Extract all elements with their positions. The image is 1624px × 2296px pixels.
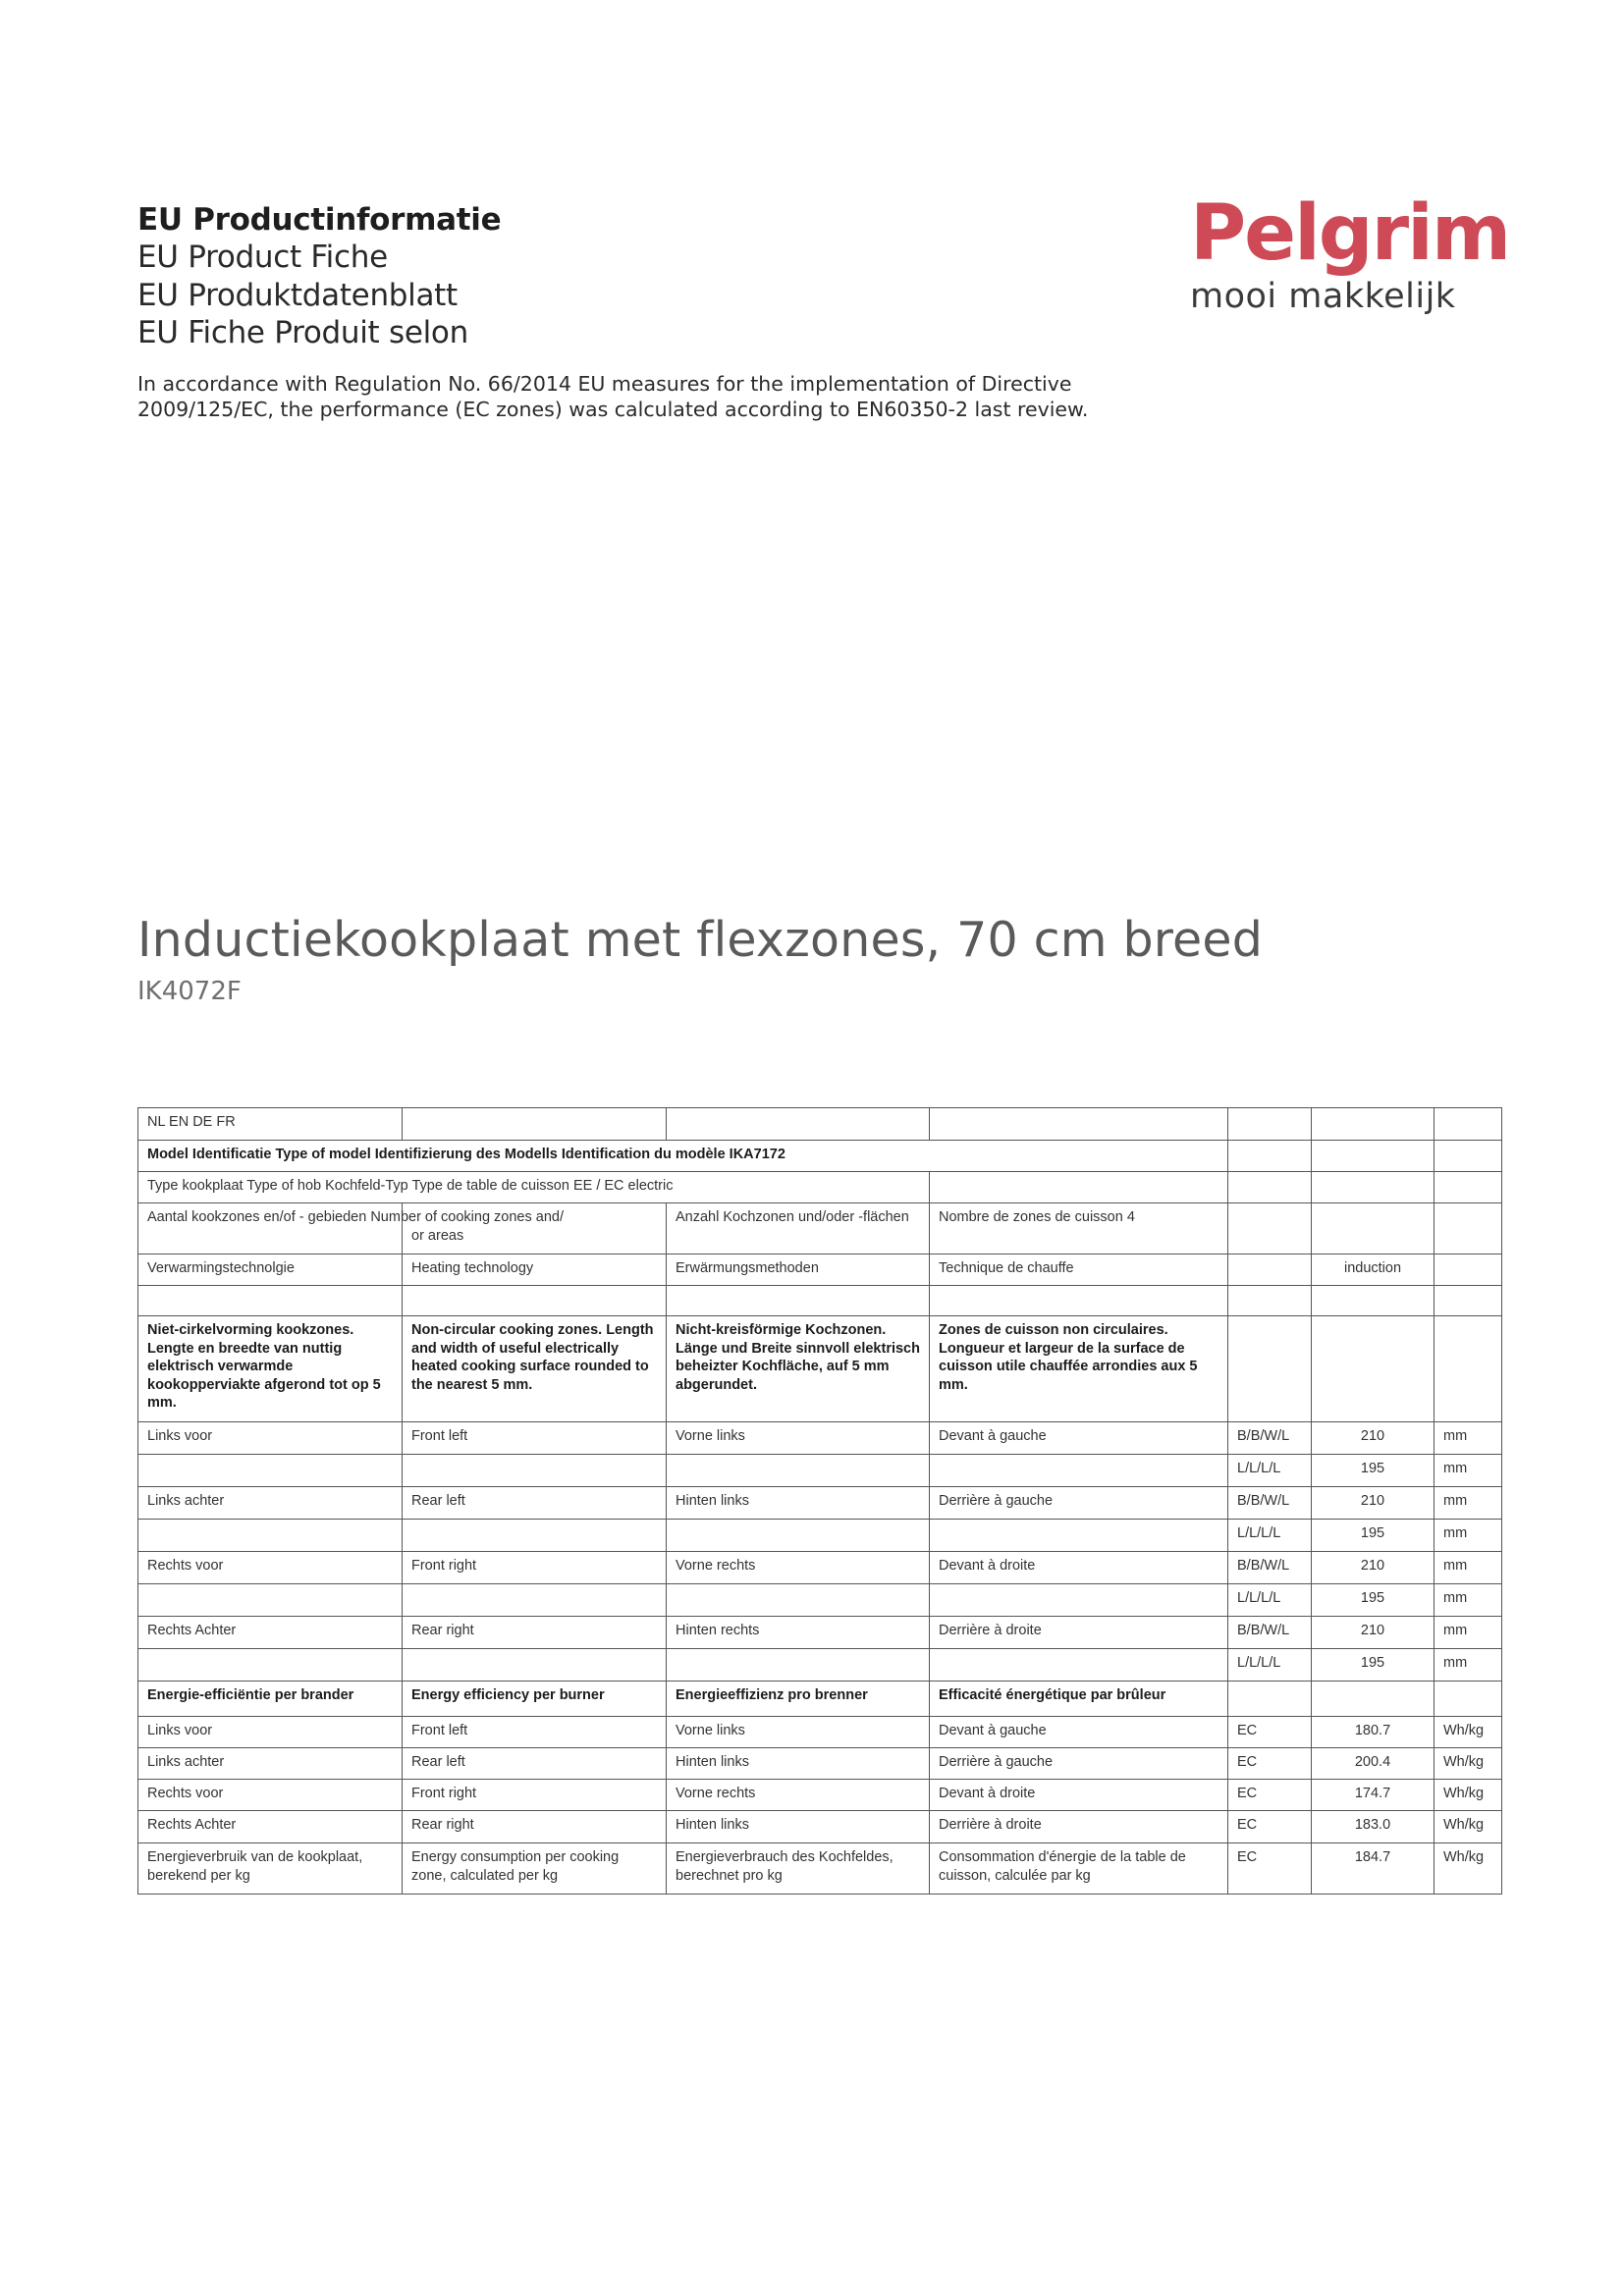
table-cell <box>1312 1172 1435 1203</box>
table-cell <box>1435 1141 1502 1172</box>
table-cell <box>1228 1108 1312 1141</box>
product-code: IK4072F <box>137 977 242 1006</box>
table-cell <box>1435 1108 1502 1141</box>
table-row <box>138 1717 1502 1748</box>
zone-nl: Links voor <box>138 1422 403 1455</box>
table-row-spacer <box>138 1286 1502 1316</box>
efficiency-unit: Wh/kg <box>1435 1748 1502 1780</box>
efficiency-de: Hinten links <box>667 1748 930 1780</box>
table-cell <box>1435 1682 1502 1717</box>
efficiency-en: Rear left <box>403 1748 667 1780</box>
table-cell <box>1312 1316 1435 1422</box>
table-cell <box>1312 1203 1435 1255</box>
table-row-consumption <box>138 1843 1502 1895</box>
efficiency-nl: Rechts voor <box>138 1780 403 1811</box>
efficiency-fr: Derrière à droite <box>930 1811 1228 1843</box>
consumption-en: Energy consumption per cooking zone, calculated per kg <box>403 1843 667 1895</box>
efficiency-value: 180.7 <box>1312 1717 1435 1748</box>
zone-value: 210 <box>1312 1552 1435 1584</box>
efficiency-value: 200.4 <box>1312 1748 1435 1780</box>
regulation-line-2: 2009/125/EC, the performance (EC zones) was calculated according to EN60350-2 last review. <box>137 398 1089 421</box>
zone-nl <box>138 1649 403 1682</box>
noncircular-de: Nicht-kreisförmige Kochzonen. Länge und Breite sinnvoll elektrisch beheizter Kochfläche, auf 5 mm abgerundet. <box>667 1316 930 1422</box>
table-cell <box>1435 1316 1502 1422</box>
zone-unit: mm <box>1435 1422 1502 1455</box>
zone-value: 195 <box>1312 1649 1435 1682</box>
table-cell <box>1228 1255 1312 1286</box>
zone-en: Rear right <box>403 1617 667 1649</box>
hob-type: Type kookplaat Type of hob Kochfeld-Typ Type de table de cuisson EE / EC electric <box>138 1172 930 1203</box>
zone-unit: mm <box>1435 1552 1502 1584</box>
efficiency-unit: Wh/kg <box>1435 1717 1502 1748</box>
zone-nl <box>138 1584 403 1617</box>
table-cell <box>403 1108 667 1141</box>
regulation-text <box>137 371 1139 422</box>
table-row <box>138 1520 1502 1552</box>
model-identification: Model Identificatie Type of model Identifizierung des Modells Identification du modèle IKA7172 <box>138 1141 1228 1172</box>
efficiency-unit: Wh/kg <box>1435 1811 1502 1843</box>
table-row-zones-count <box>138 1203 1502 1255</box>
table-cell <box>1312 1682 1435 1717</box>
noncircular-fr: Zones de cuisson non circulaires. Longueur et largeur de la surface de cuisson utile chauffée arrondies aux 5 mm. <box>930 1316 1228 1422</box>
table-cell <box>1312 1108 1435 1141</box>
efficiency-de: Vorne links <box>667 1717 930 1748</box>
zone-de <box>667 1584 930 1617</box>
table-row-hob-type <box>138 1172 1502 1203</box>
zone-unit: mm <box>1435 1487 1502 1520</box>
efficiency-nl: Rechts Achter <box>138 1811 403 1843</box>
efficiency-fr: Derrière à gauche <box>930 1748 1228 1780</box>
zone-value: 210 <box>1312 1617 1435 1649</box>
zone-de: Hinten rechts <box>667 1617 930 1649</box>
table-row <box>138 1455 1502 1487</box>
zone-value: 210 <box>1312 1487 1435 1520</box>
efficiency-symbol: EC <box>1228 1780 1312 1811</box>
regulation-line-1: In accordance with Regulation No. 66/2014 EU measures for the implementation of Directive <box>137 372 1072 396</box>
zone-de <box>667 1649 930 1682</box>
zone-nl <box>138 1520 403 1552</box>
table-row-noncircular <box>138 1316 1502 1422</box>
zone-de: Vorne rechts <box>667 1552 930 1584</box>
zones-de: Anzahl Kochzonen und/oder -flächen <box>667 1203 930 1255</box>
zone-value: 195 <box>1312 1455 1435 1487</box>
zone-nl: Rechts Achter <box>138 1617 403 1649</box>
table-cell <box>403 1286 667 1316</box>
zone-nl <box>138 1455 403 1487</box>
efficiency-en: Front right <box>403 1780 667 1811</box>
consumption-symbol: EC <box>1228 1843 1312 1895</box>
table-row <box>138 1811 1502 1843</box>
zone-unit: mm <box>1435 1584 1502 1617</box>
efficiency-unit: Wh/kg <box>1435 1780 1502 1811</box>
table-cell <box>138 1286 403 1316</box>
zones-fr: Nombre de zones de cuisson 4 <box>930 1203 1228 1255</box>
heating-fr: Technique de chauffe <box>930 1255 1228 1286</box>
zone-en: Front left <box>403 1422 667 1455</box>
zone-symbol: L/L/L/L <box>1228 1520 1312 1552</box>
zone-value: 195 <box>1312 1520 1435 1552</box>
table-cell <box>930 1286 1228 1316</box>
table-cell <box>1312 1286 1435 1316</box>
zone-de <box>667 1520 930 1552</box>
efficiency-de: Hinten links <box>667 1811 930 1843</box>
zone-symbol: B/B/W/L <box>1228 1552 1312 1584</box>
logo-brand: Pelgrim <box>1190 189 1510 278</box>
noncircular-nl: Niet-cirkelvorming kookzones. Lengte en breedte van nuttig elektrisch verwarmde kookopperviakte afgerond tot op 5 mm. <box>138 1316 403 1422</box>
table-cell <box>930 1108 1228 1141</box>
zone-symbol: L/L/L/L <box>1228 1455 1312 1487</box>
table-row <box>138 1748 1502 1780</box>
table-row <box>138 1649 1502 1682</box>
heading-fr: EU Fiche Produit selon <box>137 315 468 350</box>
table-row <box>138 1422 1502 1455</box>
heating-en: Heating technology <box>403 1255 667 1286</box>
zone-unit: mm <box>1435 1617 1502 1649</box>
heading-nl: EU Productinformatie <box>137 202 502 238</box>
consumption-unit: Wh/kg <box>1435 1843 1502 1895</box>
table-cell <box>1228 1286 1312 1316</box>
zone-symbol: B/B/W/L <box>1228 1422 1312 1455</box>
zones-nl-text: Aantal kookzones en/of - gebieden Number of cooking zones and/ <box>147 1209 564 1225</box>
efficiency-value: 183.0 <box>1312 1811 1435 1843</box>
zone-fr: Derrière à gauche <box>930 1487 1228 1520</box>
table-cell <box>1228 1682 1312 1717</box>
table-cell <box>1435 1203 1502 1255</box>
efficiency-symbol: EC <box>1228 1748 1312 1780</box>
table-row-heating <box>138 1255 1502 1286</box>
zone-fr <box>930 1455 1228 1487</box>
consumption-fr: Consommation d'énergie de la table de cuisson, calculée par kg <box>930 1843 1228 1895</box>
table-cell <box>1312 1141 1435 1172</box>
zone-en <box>403 1455 667 1487</box>
heating-nl: Verwarmingstechnolgie <box>138 1255 403 1286</box>
table-cell <box>138 1108 403 1141</box>
efficiency-value: 174.7 <box>1312 1780 1435 1811</box>
table-cell <box>1228 1316 1312 1422</box>
languages-label: NL EN DE FR <box>147 1114 236 1130</box>
table-cell <box>667 1108 930 1141</box>
efficiency-header-fr: Efficacité énergétique par brûleur <box>930 1682 1228 1717</box>
zone-en <box>403 1520 667 1552</box>
efficiency-de: Vorne rechts <box>667 1780 930 1811</box>
table-cell <box>1435 1286 1502 1316</box>
zone-unit: mm <box>1435 1455 1502 1487</box>
heating-value: induction <box>1312 1255 1435 1286</box>
zone-fr <box>930 1649 1228 1682</box>
zone-unit: mm <box>1435 1520 1502 1552</box>
efficiency-header-en: Energy efficiency per burner <box>403 1682 667 1717</box>
noncircular-en: Non-circular cooking zones. Length and width of useful electrically heated cooking surface rounded to the nearest 5 mm. <box>403 1316 667 1422</box>
zone-nl: Rechts voor <box>138 1552 403 1584</box>
zone-en: Rear left <box>403 1487 667 1520</box>
efficiency-fr: Devant à droite <box>930 1780 1228 1811</box>
efficiency-en: Rear right <box>403 1811 667 1843</box>
table-cell <box>930 1172 1228 1203</box>
zone-value: 195 <box>1312 1584 1435 1617</box>
efficiency-fr: Devant à gauche <box>930 1717 1228 1748</box>
table-row-languages <box>138 1108 1502 1141</box>
zone-en: Front right <box>403 1552 667 1584</box>
zone-fr <box>930 1584 1228 1617</box>
consumption-value: 184.7 <box>1312 1843 1435 1895</box>
zone-value: 210 <box>1312 1422 1435 1455</box>
zone-symbol: L/L/L/L <box>1228 1649 1312 1682</box>
zone-fr: Devant à droite <box>930 1552 1228 1584</box>
heading-en: EU Product Fiche <box>137 240 388 275</box>
pelgrim-logo <box>1190 189 1510 316</box>
table-cell <box>1228 1172 1312 1203</box>
zone-nl: Links achter <box>138 1487 403 1520</box>
consumption-de: Energieverbrauch des Kochfeldes, berechnet pro kg <box>667 1843 930 1895</box>
table-row <box>138 1617 1502 1649</box>
efficiency-en: Front left <box>403 1717 667 1748</box>
zone-symbol: L/L/L/L <box>1228 1584 1312 1617</box>
table-cell <box>1435 1172 1502 1203</box>
zone-fr: Devant à gauche <box>930 1422 1228 1455</box>
table-row-model <box>138 1141 1502 1172</box>
consumption-nl: Energieverbruik van de kookplaat, berekend per kg <box>138 1843 403 1895</box>
table-cell <box>1228 1203 1312 1255</box>
zone-de: Hinten links <box>667 1487 930 1520</box>
table-row-efficiency-header <box>138 1682 1502 1717</box>
zone-unit: mm <box>1435 1649 1502 1682</box>
zone-fr: Derrière à droite <box>930 1617 1228 1649</box>
table-row <box>138 1780 1502 1811</box>
efficiency-symbol: EC <box>1228 1811 1312 1843</box>
table-row <box>138 1552 1502 1584</box>
efficiency-nl: Links voor <box>138 1717 403 1748</box>
zones-en-text: or areas <box>411 1227 464 1244</box>
efficiency-header-de: Energieeffizienz pro brenner <box>667 1682 930 1717</box>
heading-de: EU Produktdatenblatt <box>137 277 458 313</box>
table-cell <box>1228 1141 1312 1172</box>
table-cell <box>1435 1255 1502 1286</box>
zone-de: Vorne links <box>667 1422 930 1455</box>
product-title: Inductiekookplaat met flexzones, 70 cm breed <box>137 912 1264 968</box>
zone-en <box>403 1584 667 1617</box>
zone-fr <box>930 1520 1228 1552</box>
heating-de: Erwärmungsmethoden <box>667 1255 930 1286</box>
table-row <box>138 1584 1502 1617</box>
specification-table <box>137 1107 1502 1895</box>
table-row <box>138 1487 1502 1520</box>
document-header <box>137 201 501 352</box>
efficiency-nl: Links achter <box>138 1748 403 1780</box>
zone-en <box>403 1649 667 1682</box>
zone-symbol: B/B/W/L <box>1228 1617 1312 1649</box>
efficiency-header-nl: Energie-efficiëntie per brander <box>138 1682 403 1717</box>
logo-tagline: mooi makkelijk <box>1190 277 1456 316</box>
zone-symbol: B/B/W/L <box>1228 1487 1312 1520</box>
table-cell <box>667 1286 930 1316</box>
zone-de <box>667 1455 930 1487</box>
efficiency-symbol: EC <box>1228 1717 1312 1748</box>
